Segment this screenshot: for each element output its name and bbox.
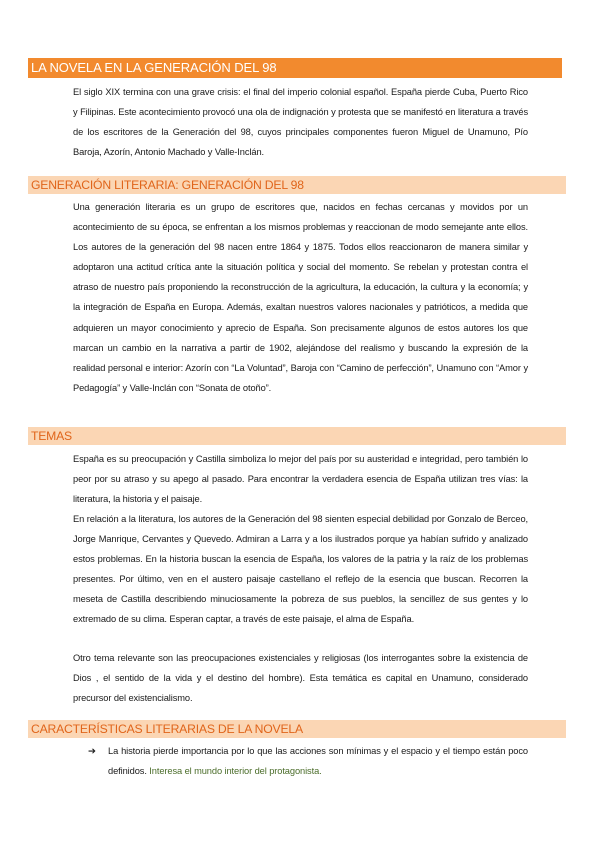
section-heading-novela: LA NOVELA EN LA GENERACIÓN DEL 98 <box>28 58 562 78</box>
paragraph-temas-1: España es su preocupación y Castilla simboliza lo mejor del país por su austeridad e integridad, pero también lo peor por su atraso y su apego al pasado. Para encontrar la verdadera esencia de España utilizan tres vías: la literatura, la historia y el paisaje. <box>73 454 528 505</box>
paragraph-generacion: Una generación literaria es un grupo de escritores que, nacidos en fechas cercanas y movidos por un acontecimiento de su época, se enfrentan a los mismos problemas y reaccionan de modo semejante ante ellos. Los autores de la generación del 98 nacen entre 1864 y 1875. Todos ellos reaccionaron de manera similar y adoptaron una actitud crítica ante la situación política y social del momento. Se rebelan y protestan contra el atraso de nuestro país proponiendo la reconstrucción de la agricultura, la educación, la cultura y la economía; y la integración de España en Europa. Además, exaltan nuestros valores nacionales y patrióticos, a medida que adquieren un mayor conocimiento y aprecio de España. Son precisamente algunos de estos autores los que marcan un cambio en la narrativa a partir de 1902, alejándose del realismo y buscando la expresión de la realidad personal e interior: Azorín con “La Voluntad”, Baroja con “Camino de perfección”, Unamuno con “Amor y Pedagogía” y Valle-Inclán con “Sonata de otoño”. <box>73 202 528 393</box>
arrow-bullet-icon: ➔ <box>88 746 96 756</box>
section-heading-temas: TEMAS <box>28 427 566 445</box>
bullet-highlight-text: Interesa el mundo interior del protagonista. <box>149 766 322 777</box>
bullet-text: La historia pierde importancia por lo que las acciones son mínimas y el espacio y el tiempo están poco definidos. <box>108 746 528 777</box>
paragraph-temas-2: En relación a la literatura, los autores de la Generación del 98 sienten especial debilidad por Gonzalo de Berceo, Jorge Manrique, Cervantes y Quevedo. Admiran a Larra y a los ilustrados porque ya habían sufrido y analizado estos problemas. En la historia buscan la esencia de España, los valores de la patria y la raíz de los problemas presentes. Por último, ven en el austero paisaje castellano el reflejo de la esencia que buscan. Recorren la meseta de Castilla describiendo minuciosamente la pobreza de sus pueblos, la sencillez de sus gentes y lo extremado de su clima. Esperan captar, a través de este paisaje, el alma de España. <box>73 514 528 625</box>
bullet-item <box>88 741 528 781</box>
paragraph-novela-intro: El siglo XIX termina con una grave crisis: el final del imperio colonial español. España pierde Cuba, Puerto Rico y Filipinas. Este acontecimiento provocó una ola de indignación y protesta que se manifestó en literatura a través de los escritores de la Generación del 98, cuyos principales componentes fueron Miguel de Unamuno, Pío Baroja, Azorín, Antonio Machado y Valle-Inclán. <box>73 87 528 158</box>
section-heading-caracteristicas: CARACTERÍSTICAS LITERARIAS DE LA NOVELA <box>28 720 566 738</box>
section-heading-generacion: GENERACIÓN LITERARIA: GENERACIÓN DEL 98 <box>28 176 566 194</box>
paragraph-temas-3: Otro tema relevante son las preocupaciones existenciales y religiosas (los interrogantes sobre la existencia de Dios , el sentido de la vida y el destino del hombre). Esta temática es capital en Unamuno, considerado precursor del existencialismo. <box>73 653 528 704</box>
bullet-text-block <box>92 741 528 781</box>
